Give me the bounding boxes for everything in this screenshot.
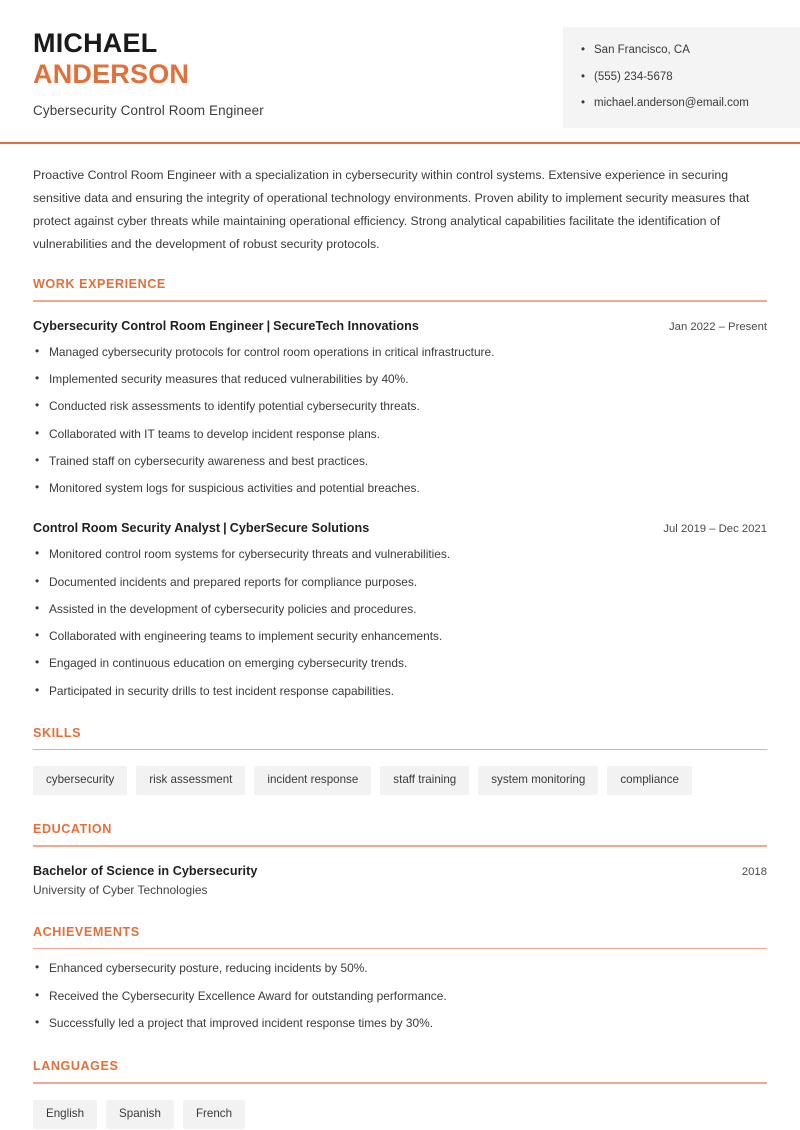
education-year: 2018 [741,865,767,878]
list-item [33,988,767,1005]
bullet-icon: • [35,682,40,697]
skills-tag-list [33,766,767,795]
list-item-text: Implemented security measures that reduced vulnerabilities by 40%. [49,372,409,387]
list-item-text: Monitored system logs for suspicious activities and potential breaches. [49,481,420,496]
skill-tag[interactable]: staff training [380,766,469,795]
language-tag[interactable]: Spanish [106,1100,174,1129]
list-item [33,344,767,361]
list-item-text: Assisted in the development of cybersecurity policies and procedures. [49,601,417,616]
section-divider [33,948,767,950]
bullet-icon: • [35,425,40,440]
section-title-skills: SKILLS [33,725,82,740]
list-item-text: Collaborated with IT teams to develop incident response plans. [49,426,380,441]
experience-bullet-list [33,344,767,498]
experience-entry-head [33,521,767,535]
list-item-text: Engaged in continuous education on emerging cybersecurity trends. [49,656,408,671]
bullet-icon: • [35,960,40,975]
section-divider [33,300,767,302]
experience-entry-head [33,319,767,333]
experience-role: Cybersecurity Control Room Engineer [33,318,264,333]
list-item-text: Managed cybersecurity protocols for control room operations in critical infrastructure. [49,344,495,359]
bullet-icon: • [581,70,586,83]
section-languages [33,1059,767,1128]
bullet-icon: • [35,343,40,358]
first-name: MICHAEL [33,28,158,58]
skill-tag[interactable]: system monitoring [478,766,598,795]
bullet-icon: • [35,452,40,467]
bullet-icon: • [35,573,40,588]
skill-tag[interactable]: compliance [607,766,692,795]
list-item [33,628,767,645]
experience-role: Control Room Security Analyst [33,521,221,536]
contact-location-text: San Francisco, CA [594,44,690,56]
professional-summary: Proactive Control Room Engineer with a specialization in cybersecurity within control systems. Extensive experience in securing sensitive data and ensuring the integrity of operational technology environments. Proven ability to implement security measures that protect against cyber threats while maintaining operational efficiency. Strong analytical capabilities facilitate the identification of vulnerabilities and the development of robust security protocols. [33,167,750,251]
list-item-text: Monitored control room systems for cybersecurity threats and vulnerabilities. [49,547,451,562]
education-entry-head [33,864,767,878]
bullet-icon: • [35,1014,40,1029]
list-item-text: Conducted risk assessments to identify potential cybersecurity threats. [49,399,420,414]
section-title-achievements: ACHIEVEMENTS [33,924,140,939]
list-item-text: Documented incidents and prepared reports for compliance purposes. [49,574,418,589]
contact-info-box [563,27,800,128]
section-title-languages: LANGUAGES [33,1059,119,1074]
list-item [33,546,767,563]
achievements-list [33,960,767,1032]
bullet-icon: • [581,97,586,110]
experience-date-range: Jul 2019 – Dec 2021 [663,523,767,536]
bullet-icon: • [35,398,40,413]
section-skills [33,726,767,795]
list-item [33,426,767,443]
section-achievements [33,925,767,1032]
bullet-icon: • [35,546,40,561]
contact-phone-text: (555) 234-5678 [594,70,673,83]
education-degree: Bachelor of Science in Cybersecurity [33,863,258,878]
section-title-education: EDUCATION [33,822,112,837]
last-name: ANDERSON [33,59,190,90]
experience-date-range: Jan 2022 – Present [669,320,767,333]
resume-body [0,164,800,1129]
list-item [33,960,767,977]
list-item [33,601,767,618]
list-item-text: Collaborated with engineering teams to implement security enhancements. [49,629,443,644]
bullet-icon: • [35,655,40,670]
languages-tag-list [33,1100,767,1129]
list-item [33,574,767,591]
bullet-icon: • [35,480,40,495]
section-divider [33,1082,767,1084]
list-item-text: Trained staff on cybersecurity awareness and best practices. [49,453,369,468]
list-item-text: Received the Cybersecurity Excellence Award for outstanding performance. [49,988,447,1003]
education-entry [33,864,767,897]
contact-email[interactable] [581,96,800,112]
section-divider [33,845,767,847]
bullet-icon: • [581,44,586,56]
list-item-text: Participated in security drills to test incident response capabilities. [49,683,394,698]
section-title-work-experience: WORK EXPERIENCE [33,277,166,292]
bullet-icon: • [35,371,40,386]
section-divider [33,749,767,751]
header-divider [0,142,800,144]
list-item [33,480,767,497]
experience-entry [33,521,767,700]
skill-tag[interactable]: incident response [254,766,371,795]
experience-entry [33,319,767,498]
experience-company: SecureTech Innovations [273,318,419,333]
title-separator: | [266,318,271,333]
language-tag[interactable]: French [183,1100,245,1129]
identity-block [0,18,264,118]
list-item [33,398,767,415]
experience-bullet-list [33,546,767,700]
resume-header [0,0,800,128]
list-item-text: Successfully led a project that improved incident response times by 30%. [49,1015,433,1030]
experience-company: CyberSecure Solutions [229,521,370,536]
list-item [33,683,767,700]
skill-tag[interactable]: cybersecurity [33,766,127,795]
list-item [33,371,767,388]
bullet-icon: • [35,600,40,615]
list-item [33,655,767,672]
contact-location [581,43,800,59]
experience-title-line [33,521,369,535]
title-separator: | [223,521,227,536]
contact-email-text: michael.anderson@email.com [594,97,749,110]
language-tag[interactable]: English [33,1100,97,1129]
section-work-experience [33,277,767,700]
headline-job-title: Cybersecurity Control Room Engineer [33,102,264,118]
list-item [33,1015,767,1032]
bullet-icon: • [35,987,40,1002]
experience-title-line [33,319,419,333]
bullet-icon: • [35,628,40,643]
section-education [33,822,767,897]
contact-phone[interactable] [581,70,800,86]
list-item [33,453,767,470]
education-institution: University of Cyber Technologies [33,882,208,897]
list-item-text: Enhanced cybersecurity posture, reducing incidents by 50%. [49,961,368,976]
skill-tag[interactable]: risk assessment [136,766,245,795]
